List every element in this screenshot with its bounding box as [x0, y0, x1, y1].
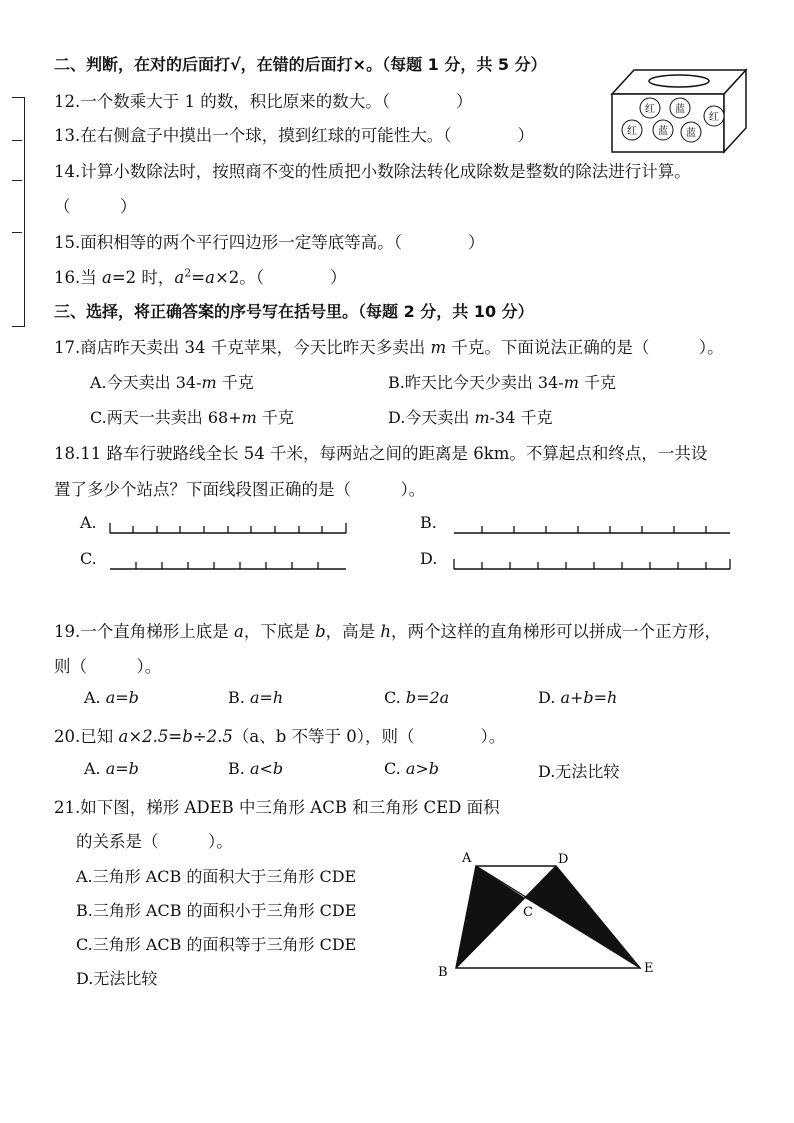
- binding-tick: [12, 232, 22, 233]
- q18-option-a-label: A.: [80, 513, 97, 532]
- ball-label: 红: [645, 104, 655, 115]
- question-18-line1: 18.11 路车行驶路线全长 54 千米，每两站之间的距离是 6km。不算起点和终点，一共设: [54, 444, 708, 463]
- q21-option-b: B.三角形 ACB 的面积小于三角形 CDE: [76, 901, 357, 920]
- point-e-label: E: [644, 961, 654, 976]
- q19-option-b: B. a=h: [228, 688, 284, 707]
- question-19-line1: 19.一个直角梯形上底是 a，下底是 b，高是 h，两个这样的直角梯形可以拼成一个正方形，: [54, 622, 722, 641]
- binding-tick: [12, 140, 22, 141]
- point-d-label: D: [558, 852, 569, 867]
- binding-tick: [12, 180, 22, 181]
- q20-option-b: B. a<b: [228, 759, 284, 778]
- q17-option-b: B.昨天比今天少卖出 34-m 千克: [388, 373, 616, 392]
- q21-option-d: D.无法比较: [76, 969, 158, 988]
- q18-option-d-label: D.: [420, 549, 438, 568]
- question-20: 20.已知 a×2.5=b÷2.5（a、b 不等于 0），则（ ）。: [54, 727, 506, 746]
- q18-segment-b: [452, 520, 732, 536]
- point-b-label: B: [438, 965, 448, 980]
- question-15: 15.面积相等的两个平行四边形一定等底等高。（ ）: [54, 233, 485, 252]
- q19-option-d: D. a+b=h: [538, 688, 618, 707]
- question-17: 17.商店昨天卖出 34 千克苹果，今天比昨天多卖出 m 千克。下面说法正确的是（ ）。: [54, 338, 724, 357]
- q19-option-a: A. a=b: [84, 688, 139, 707]
- question-14-answer: （ ）: [54, 197, 137, 216]
- ball-label: 红: [709, 112, 719, 123]
- q18-option-c-label: C.: [80, 549, 97, 568]
- ball-label: 蓝: [686, 128, 696, 139]
- q20-option-a: A. a=b: [84, 759, 139, 778]
- q18-segment-c: [108, 556, 348, 572]
- question-16: 16.当 a=2 时，$a^2=a\times 2$。（ ）: [54, 266, 347, 287]
- trapezoid-figure: [430, 846, 670, 986]
- binding-margin-bracket: [12, 97, 25, 327]
- q21-option-c: C.三角形 ACB 的面积等于三角形 CDE: [76, 935, 357, 954]
- q17-option-a: A.今天卖出 34-m 千克: [90, 373, 254, 392]
- question-18-line2: 置了多少个站点？下面线段图正确的是（ ）。: [54, 480, 426, 499]
- ball-box-illustration: [604, 66, 754, 156]
- q19-option-c: C. b=2a: [384, 688, 450, 707]
- q20-option-d: D.无法比较: [538, 762, 620, 781]
- q17-option-c: C.两天一共卖出 68+m 千克: [90, 408, 294, 427]
- q21-option-a: A.三角形 ACB 的面积大于三角形 CDE: [76, 867, 357, 886]
- section3-title: 三、选择，将正确答案的序号写在括号里。（每题 2 分，共 10 分）: [54, 302, 534, 321]
- q17-option-d: D.今天卖出 m-34 千克: [388, 408, 553, 427]
- question-19-line2: 则（ ）。: [54, 657, 162, 676]
- ball-label: 红: [627, 126, 637, 137]
- question-13: 13.在右侧盒子中摸出一个球，摸到红球的可能性大。（ ）: [54, 126, 534, 145]
- point-a-label: A: [462, 851, 472, 866]
- q18-segment-a: [108, 520, 348, 536]
- q20-option-c: C. a>b: [384, 759, 440, 778]
- ball-label: 蓝: [658, 126, 668, 137]
- point-c-label: C: [523, 905, 533, 920]
- section2-title: 二、判断，在对的后面打√，在错的后面打×。（每题 1 分，共 5 分）: [54, 55, 547, 74]
- ball-label: 蓝: [675, 104, 685, 115]
- question-21-line1: 21.如下图，梯形 ADEB 中三角形 ACB 和三角形 CED 面积: [54, 798, 500, 817]
- question-12: 12.一个数乘大于 1 的数，积比原来的数大。（ ）: [54, 92, 473, 111]
- q18-segment-d: [452, 556, 732, 572]
- q18-option-b-label: B.: [420, 513, 437, 532]
- question-14: 14.计算小数除法时，按照商不变的性质把小数除法转化成除数是整数的除法进行计算。: [54, 162, 691, 181]
- question-21-line2: 的关系是（ ）。: [76, 832, 233, 851]
